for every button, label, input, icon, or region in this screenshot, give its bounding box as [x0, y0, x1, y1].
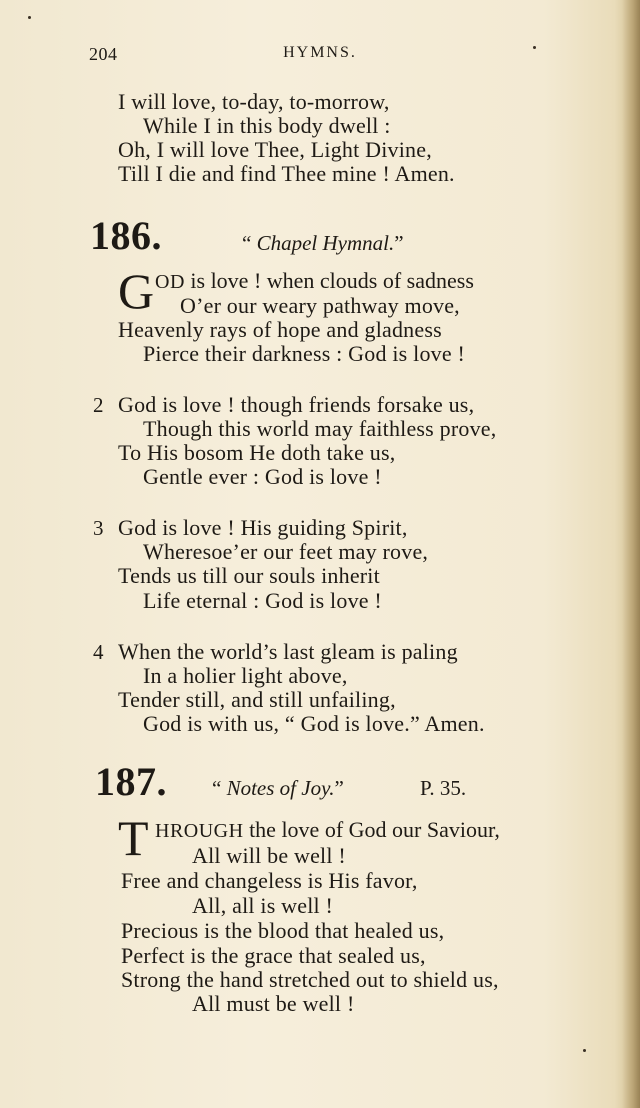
tune-name: Chapel Hymnal.: [256, 231, 395, 255]
verse-line: Strong the hand stretched out to shield us,: [121, 967, 499, 992]
verse-line: In a holier light above,: [143, 663, 348, 688]
verse-line: O’er our weary pathway move,: [180, 293, 460, 318]
tune-open-quote: “: [242, 231, 257, 255]
tune-page-reference: P. 35.: [420, 776, 467, 800]
verse-line: Though this world may faithless prove,: [143, 416, 497, 441]
verse-line: God is love ! His guiding Spirit,: [118, 515, 408, 540]
verse-line: Pierce their darkness : God is love !: [143, 341, 466, 366]
verse-line: Perfect is the grace that sealed us,: [121, 943, 426, 968]
verse-line: God is with us, “ God is love.” Amen.: [143, 711, 485, 736]
drop-cap: T: [118, 810, 149, 866]
verse-line: Tender still, and still unfailing,: [118, 687, 396, 712]
verse-number: 4: [93, 640, 104, 664]
continuation-line: I will love, to-day, to-morrow,: [118, 89, 390, 114]
hymn-number-186: 186.: [90, 213, 162, 258]
continuation-line: Oh, I will love Thee, Light Divine,: [118, 137, 432, 162]
verse-line: God is love ! though friends forsake us,: [118, 392, 475, 417]
verse-line: To His bosom He doth take us,: [118, 440, 396, 465]
tune-reference-186: [242, 231, 404, 255]
verse-number: 3: [93, 516, 104, 540]
tune-reference-187: [212, 776, 344, 800]
verse-line: All will be well !: [192, 843, 346, 868]
verse-line: Wheresoe’er our feet may rove,: [143, 539, 429, 564]
tune-open-quote: “: [212, 776, 227, 800]
verse-line: All, all is well !: [192, 893, 334, 918]
first-line: [155, 818, 500, 843]
verse-line: Life eternal : God is love !: [143, 588, 382, 613]
first-line-rest: is love ! when clouds of sadness: [184, 268, 474, 293]
verse-number: 2: [93, 393, 104, 417]
verse-line: All must be well !: [192, 991, 355, 1016]
verse-line: Heavenly rays of hope and gladness: [118, 317, 442, 342]
continuation-line: While I in this body dwell :: [143, 113, 391, 138]
running-title: HYMNS.: [283, 44, 357, 61]
continuation-line: Till I die and find Thee mine ! Amen.: [118, 161, 455, 186]
first-word-caps: OD: [155, 271, 185, 293]
tune-close-quote: ”: [334, 776, 344, 800]
tune-name: Notes of Joy.: [226, 776, 335, 800]
print-speck: [28, 16, 31, 19]
first-line-rest: the love of God our Saviour,: [243, 817, 500, 842]
verse-line: Free and changeless is His favor,: [121, 868, 418, 893]
verse-line: When the world’s last gleam is paling: [118, 639, 458, 664]
tune-close-quote: ”: [394, 231, 404, 255]
page-spine-shadow: [622, 0, 640, 1108]
print-speck: [583, 1049, 586, 1052]
hymn-number-187: 187.: [95, 759, 167, 804]
drop-cap: G: [118, 263, 155, 319]
page-number: 204: [89, 44, 118, 64]
verse-line: Tends us till our souls inherit: [118, 563, 380, 588]
first-word-caps: HROUGH: [155, 820, 244, 842]
verse-line: Precious is the blood that healed us,: [121, 918, 445, 943]
first-line: [155, 269, 474, 294]
verse-line: Gentle ever : God is love !: [143, 464, 382, 489]
